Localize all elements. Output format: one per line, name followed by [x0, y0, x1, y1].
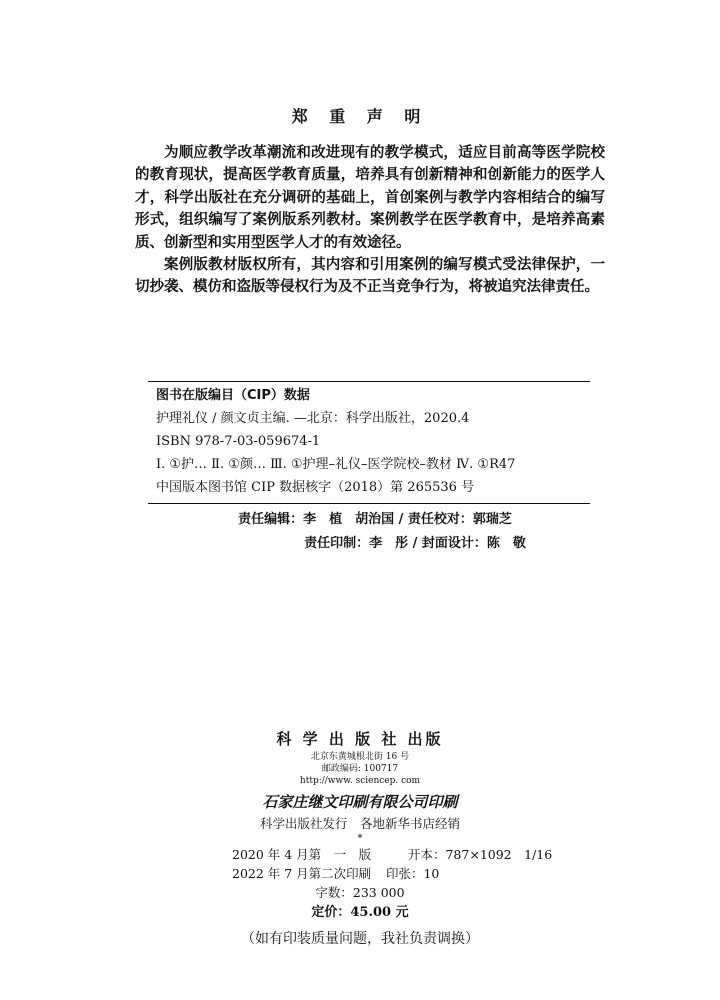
cip-data-block — [148, 381, 590, 504]
publisher-address: 北京东黄城根北街 16 号 — [310, 752, 410, 762]
colophon — [0, 727, 720, 951]
editors-line-1: 责任编辑：李 植 胡治国 / 责任校对：郭瑞芝 — [238, 512, 512, 527]
cip-isbn: ISBN 978-7-03-059674-1 — [156, 434, 321, 449]
cip-record-number: 中国版本图书馆 CIP 数据核字（2018）第 265536 号 — [156, 480, 475, 495]
printing-row — [0, 864, 720, 883]
publisher-postcode: 邮政编码: 100717 — [321, 764, 399, 774]
editors-line-2: 责任印制：李 彤 / 封面设计：陈 敬 — [304, 536, 526, 551]
cip-classification: Ⅰ. ①护… Ⅱ. ①颜… Ⅲ. ①护理–礼仪–医学院校–教材 Ⅳ. ①R47 — [156, 457, 516, 472]
edition-date: 2020 年 4 月第 一 版 — [232, 847, 372, 862]
cip-title: 图书在版编目（CIP）数据 — [156, 388, 310, 403]
distribution-line: 科学出版社发行 各地新华书店经销 — [259, 816, 460, 831]
word-count: 字数：233 000 — [315, 885, 405, 900]
edition-row — [0, 845, 720, 864]
page-title: 郑 重 声 明 — [291, 107, 429, 126]
publisher-name: 科 学 出 版 社 出版 — [276, 730, 444, 748]
cip-bibliographic-line: 护理礼仪 / 颜文贞主编. —北京：科学出版社，2020.4 — [156, 411, 470, 426]
editors-section — [0, 508, 720, 556]
publisher-website: http://www. sciencep. com — [299, 776, 421, 786]
quality-notice: （如有印装质量问题，我社负责调换） — [241, 931, 479, 947]
statement-paragraph-2: 案例版教材版权所有，其内容和引用案例的编写模式受法律保护，一切抄袭、模仿和盗版等侵权行为及不正当竞争行为，将被追究法律责任。 — [135, 257, 605, 296]
statement-section — [135, 142, 605, 299]
printing-date: 2022 年 7 月第二次印刷 — [232, 866, 372, 881]
printer-name: 石家庄继文印刷有限公司印刷 — [262, 793, 458, 811]
printed-sheets: 印张：10 — [385, 866, 440, 881]
book-format: 开本：787×1092 1/16 — [407, 847, 553, 862]
statement-paragraph-1: 为顺应教学改革潮流和改进现有的教学模式，适应目前高等医学院校的教育现状，提高医学教育质量，培养具有创新精神和创新能力的医学人才，科学出版社在充分调研的基础上，首创案例与教学内容相结合的编写形式，组织编写了案例版系列教材。案例教学在医学教育中，是培养高素质、创新型和实用型医学人才的有效途径。 — [135, 145, 605, 251]
separator-star: * — [357, 833, 363, 844]
price: 定价：45.00 元 — [311, 905, 409, 920]
